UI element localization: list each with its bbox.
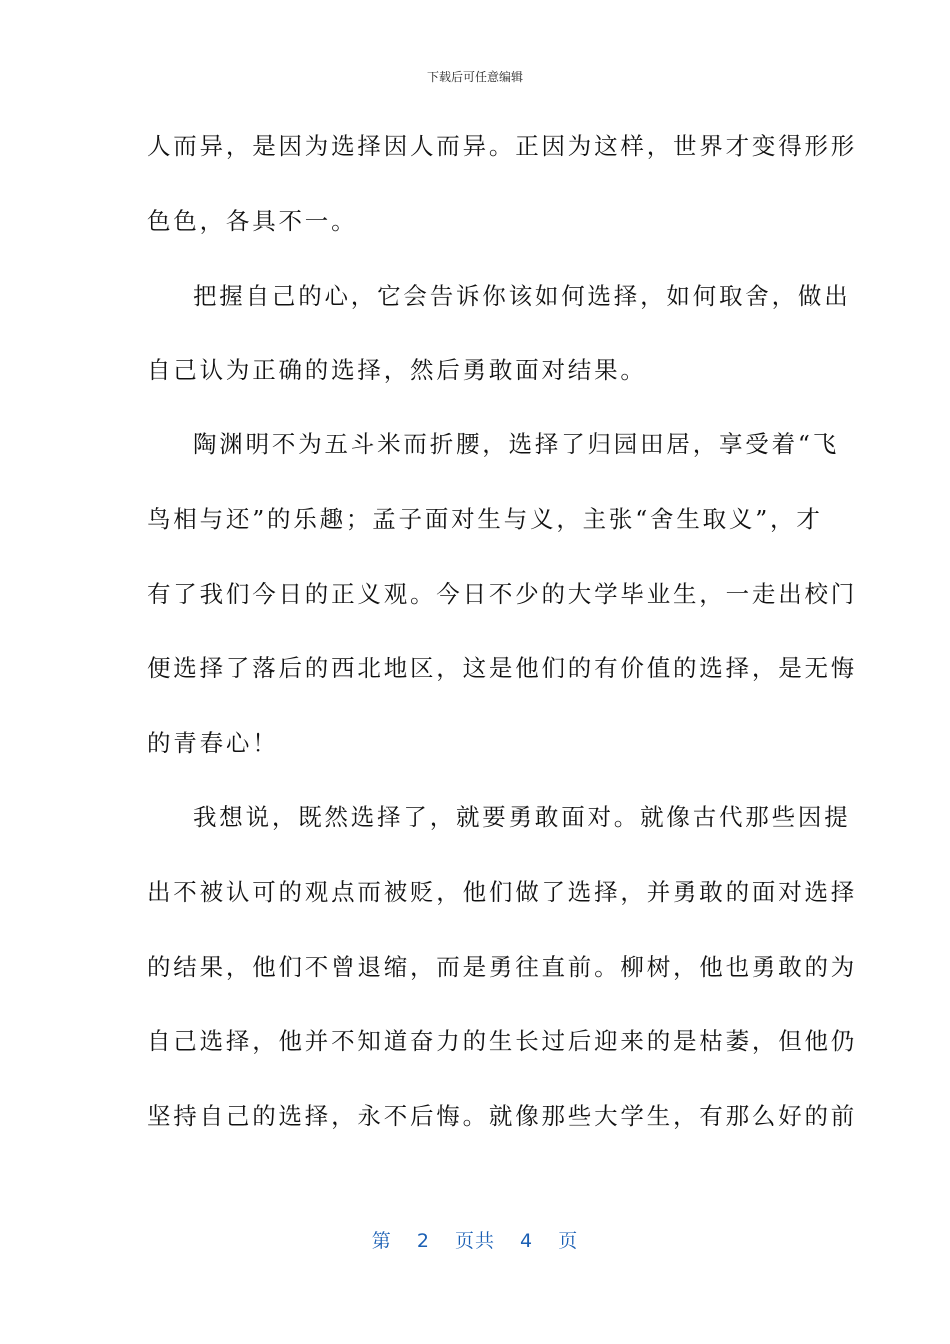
text-line: 我想说，既然选择了，就要勇敢面对。就像古代那些因提 — [193, 803, 851, 831]
page-label-middle: 页共 — [454, 1230, 495, 1252]
total-pages-number: 4 — [520, 1230, 534, 1252]
text-line: 自己认为正确的选择，然后勇敢面对结果。 — [147, 356, 647, 384]
text-line: 的青春心！ — [147, 729, 279, 757]
text-line: 鸟相与还”的乐趣；孟子面对生与义，主张“舍生取义”，才 — [147, 505, 823, 533]
text-line: 坚持自己的选择，永不后悔。就像那些大学生，有那么好的前 — [147, 1102, 858, 1130]
text-line: 出不被认可的观点而被贬，他们做了选择，并勇敢的面对选择 — [147, 878, 858, 906]
text-line: 人而异，是因为选择因人而异。正因为这样，世界才变得形形 — [147, 132, 858, 160]
page-header: 下载后可任意编辑 — [426, 70, 523, 84]
text-line: 有了我们今日的正义观。今日不少的大学毕业生，一走出校门 — [147, 580, 858, 608]
text-line: 陶渊明不为五斗米而折腰，选择了归园田居，享受着“飞 — [193, 430, 840, 458]
page-label-suffix: 页 — [558, 1230, 579, 1252]
text-line: 把握自己的心，它会告诉你该如何选择，如何取舍，做出 — [193, 282, 851, 310]
text-line: 便选择了落后的西北地区，这是他们的有价值的选择，是无悔 — [147, 654, 858, 682]
text-line: 色色，各具不一。 — [147, 207, 358, 235]
current-page-number: 2 — [416, 1230, 430, 1252]
page-label-prefix: 第 — [371, 1230, 392, 1252]
text-line: 自己选择，他并不知道奋力的生长过后迎来的是枯萎，但他仍 — [147, 1027, 858, 1055]
text-line: 的结果，他们不曾退缩，而是勇往直前。柳树，他也勇敢的为 — [147, 953, 858, 981]
page-footer — [0, 1226, 950, 1253]
